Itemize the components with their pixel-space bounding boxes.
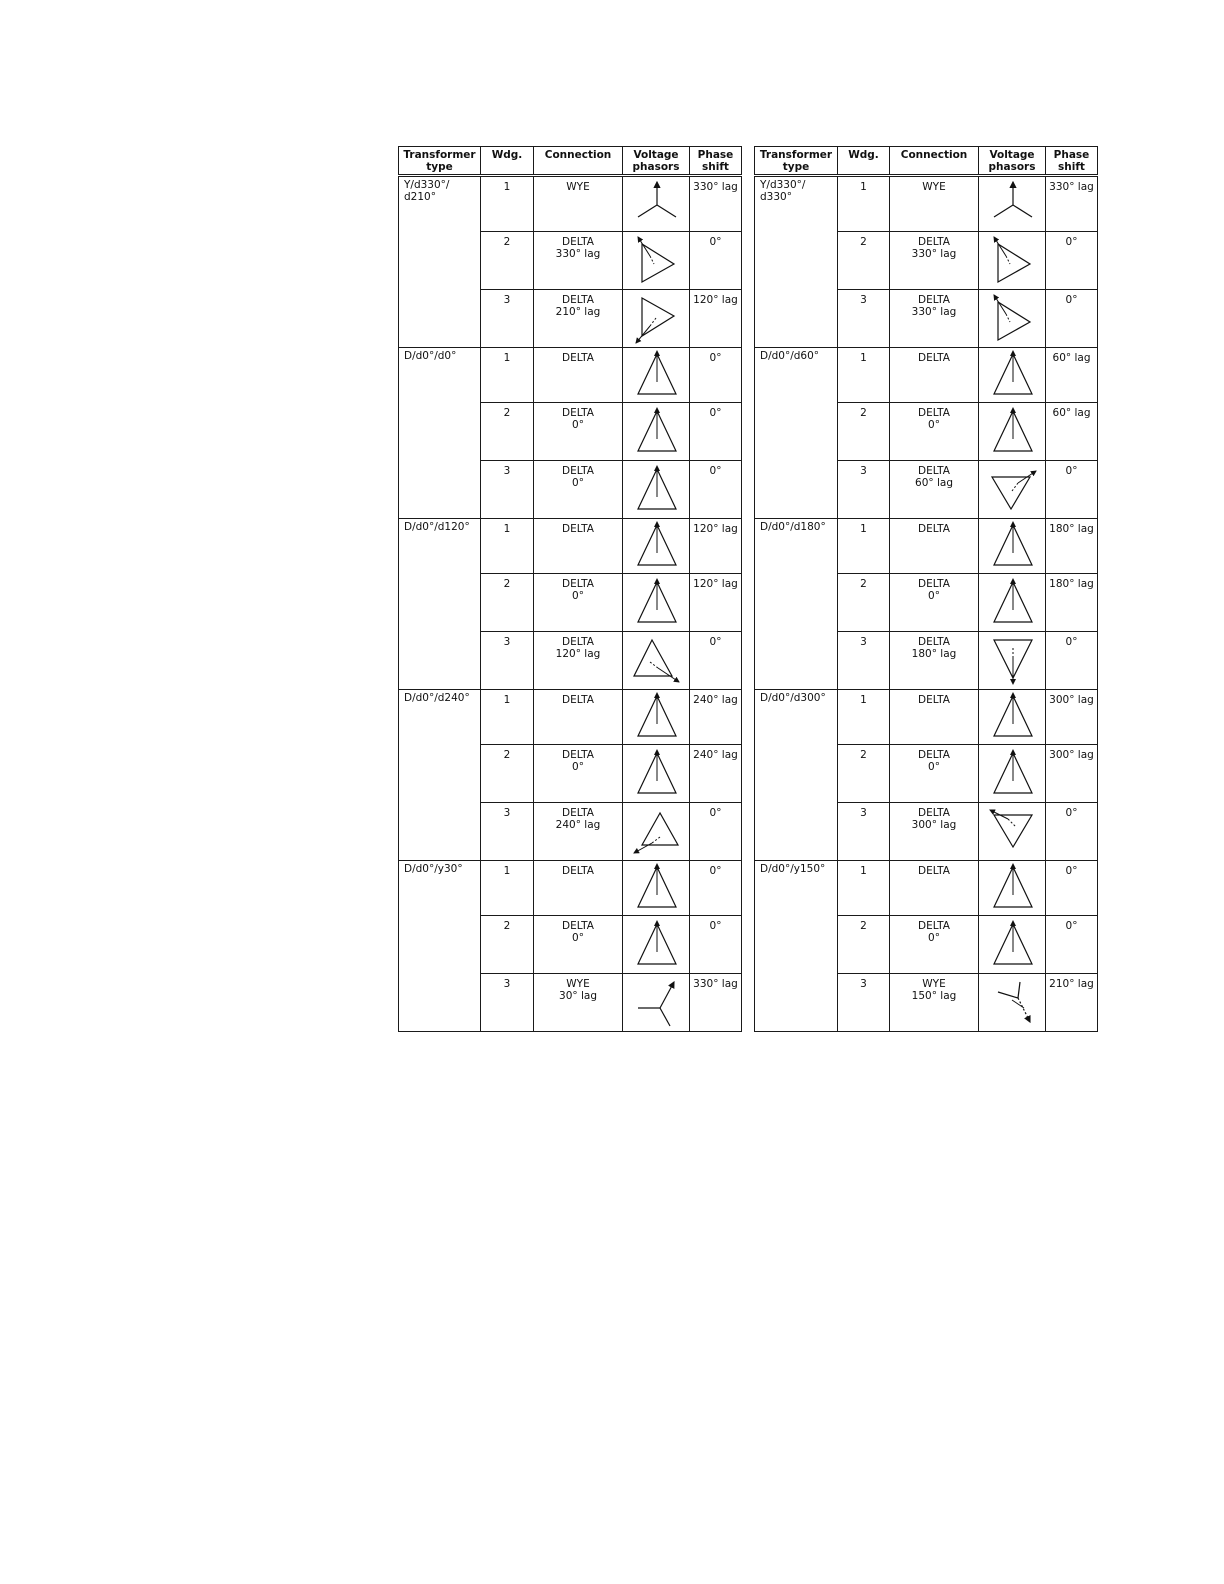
header-phase-shift: Phase shift bbox=[1046, 147, 1098, 176]
connection-angle: 0° bbox=[572, 932, 584, 944]
connection-cell bbox=[890, 861, 979, 916]
winding-cell: 2 bbox=[481, 745, 534, 803]
phase-shift-cell: 0° bbox=[690, 861, 742, 916]
delta-up-icon bbox=[624, 861, 688, 915]
connection-angle: 330° lag bbox=[555, 248, 601, 260]
connection-angle: 330° lag bbox=[911, 248, 957, 260]
table-row bbox=[399, 519, 742, 574]
phase-shift-cell: 0° bbox=[1046, 232, 1098, 290]
wye-30-icon bbox=[624, 976, 688, 1030]
connection-cell bbox=[890, 916, 979, 974]
transformer-type-line2: d210° bbox=[404, 191, 436, 203]
connection-type: DELTA bbox=[918, 407, 950, 419]
header-voltage-phasors: Voltage phasors bbox=[979, 147, 1046, 176]
connection-cell bbox=[534, 745, 623, 803]
phase-shift-cell: 300° lag bbox=[1046, 745, 1098, 803]
connection-cell bbox=[534, 916, 623, 974]
connection-type: DELTA bbox=[562, 294, 594, 306]
connection-cell bbox=[534, 519, 623, 574]
voltage-phasor-cell bbox=[623, 974, 690, 1032]
connection-cell bbox=[534, 974, 623, 1032]
connection-type: DELTA bbox=[918, 236, 950, 248]
connection-cell bbox=[890, 745, 979, 803]
connection-type: WYE bbox=[922, 978, 946, 990]
phase-shift-cell: 0° bbox=[690, 916, 742, 974]
voltage-phasor-cell bbox=[623, 803, 690, 861]
winding-cell: 2 bbox=[481, 574, 534, 632]
winding-cell: 3 bbox=[481, 974, 534, 1032]
voltage-phasor-cell bbox=[979, 803, 1046, 861]
delta-down-300-icon bbox=[980, 805, 1044, 859]
connection-type: DELTA bbox=[562, 523, 594, 535]
delta-up-icon bbox=[980, 405, 1044, 459]
connection-angle: 0° bbox=[928, 932, 940, 944]
connection-type: DELTA bbox=[918, 694, 950, 706]
header-wdg: Wdg. bbox=[481, 147, 534, 176]
transformer-type-line1: D/d0°/d180° bbox=[760, 521, 826, 533]
connection-angle: 0° bbox=[572, 477, 584, 489]
connection-cell bbox=[534, 403, 623, 461]
header-connection: Connection bbox=[534, 147, 623, 176]
connection-cell bbox=[534, 232, 623, 290]
connection-cell bbox=[534, 803, 623, 861]
transformer-type-cell bbox=[755, 176, 838, 348]
connection-type: WYE bbox=[566, 181, 590, 193]
phase-shift-cell: 330° lag bbox=[1046, 176, 1098, 232]
connection-angle: 0° bbox=[572, 419, 584, 431]
connection-angle: 0° bbox=[928, 419, 940, 431]
table-header-row bbox=[755, 147, 1098, 176]
transformer-type-cell bbox=[755, 519, 838, 690]
winding-cell: 2 bbox=[481, 403, 534, 461]
connection-angle: 150° lag bbox=[911, 990, 957, 1002]
voltage-phasor-cell bbox=[979, 290, 1046, 348]
phase-shift-cell: 210° lag bbox=[1046, 974, 1098, 1032]
table-row bbox=[399, 690, 742, 745]
connection-cell bbox=[890, 176, 979, 232]
header-phase-shift: Phase shift bbox=[690, 147, 742, 176]
winding-cell: 1 bbox=[481, 176, 534, 232]
connection-type: DELTA bbox=[918, 636, 950, 648]
phase-shift-cell: 0° bbox=[690, 403, 742, 461]
connection-cell bbox=[890, 290, 979, 348]
delta-down-60-icon bbox=[980, 463, 1044, 517]
transformer-type-line1: Y/d330°/ bbox=[760, 179, 806, 191]
connection-type: DELTA bbox=[918, 807, 950, 819]
connection-angle: 0° bbox=[928, 761, 940, 773]
phase-shift-cell: 0° bbox=[690, 348, 742, 403]
connection-type: DELTA bbox=[562, 694, 594, 706]
winding-cell: 1 bbox=[481, 690, 534, 745]
voltage-phasor-cell bbox=[623, 690, 690, 745]
voltage-phasor-cell bbox=[623, 916, 690, 974]
connection-type: DELTA bbox=[562, 578, 594, 590]
transformer-type-line1: D/d0°/d60° bbox=[760, 350, 820, 362]
winding-cell: 1 bbox=[838, 690, 890, 745]
phase-shift-cell: 120° lag bbox=[690, 290, 742, 348]
connection-cell bbox=[534, 861, 623, 916]
transformer-type-cell bbox=[399, 176, 481, 348]
delta-up-icon bbox=[980, 861, 1044, 915]
voltage-phasor-cell bbox=[979, 861, 1046, 916]
voltage-phasor-cell bbox=[623, 290, 690, 348]
phase-shift-cell: 120° lag bbox=[690, 574, 742, 632]
delta-right-210-icon bbox=[624, 292, 688, 346]
connection-type: DELTA bbox=[918, 523, 950, 535]
phase-shift-cell: 0° bbox=[690, 232, 742, 290]
transformer-type-cell bbox=[755, 348, 838, 519]
voltage-phasor-cell bbox=[979, 176, 1046, 232]
delta-up-icon bbox=[624, 463, 688, 517]
delta-right-330-icon bbox=[980, 292, 1044, 346]
connection-type: DELTA bbox=[562, 236, 594, 248]
table-row bbox=[755, 348, 1098, 403]
winding-cell: 2 bbox=[838, 403, 890, 461]
connection-type: DELTA bbox=[918, 352, 950, 364]
voltage-phasor-cell bbox=[979, 574, 1046, 632]
voltage-phasor-cell bbox=[623, 632, 690, 690]
connection-cell bbox=[890, 348, 979, 403]
phase-shift-cell: 60° lag bbox=[1046, 403, 1098, 461]
connection-type: DELTA bbox=[918, 294, 950, 306]
delta-right-330-icon bbox=[980, 234, 1044, 288]
table-row bbox=[399, 861, 742, 916]
delta-up-icon bbox=[980, 576, 1044, 630]
delta-right-330-icon bbox=[624, 234, 688, 288]
winding-cell: 1 bbox=[481, 861, 534, 916]
connection-angle: 30° lag bbox=[559, 990, 597, 1002]
phase-shift-cell: 60° lag bbox=[1046, 348, 1098, 403]
connection-type: DELTA bbox=[918, 465, 950, 477]
delta-up-120-icon bbox=[624, 634, 688, 688]
delta-up-icon bbox=[980, 918, 1044, 972]
winding-cell: 3 bbox=[838, 803, 890, 861]
connection-type: DELTA bbox=[562, 749, 594, 761]
table-header-row bbox=[399, 147, 742, 176]
phase-shift-cell: 0° bbox=[1046, 632, 1098, 690]
table-row bbox=[755, 861, 1098, 916]
winding-cell: 1 bbox=[838, 176, 890, 232]
connection-angle: 210° lag bbox=[555, 306, 601, 318]
connection-angle: 240° lag bbox=[555, 819, 601, 831]
connection-angle: 330° lag bbox=[911, 306, 957, 318]
delta-up-icon bbox=[624, 348, 688, 402]
winding-cell: 3 bbox=[838, 974, 890, 1032]
winding-cell: 3 bbox=[838, 290, 890, 348]
phase-shift-cell: 180° lag bbox=[1046, 574, 1098, 632]
connection-cell bbox=[890, 690, 979, 745]
voltage-phasor-cell bbox=[979, 519, 1046, 574]
connection-type: DELTA bbox=[918, 749, 950, 761]
connection-cell bbox=[890, 574, 979, 632]
wye-150-icon bbox=[980, 976, 1044, 1030]
table-row bbox=[399, 348, 742, 403]
delta-up-icon bbox=[980, 519, 1044, 573]
phase-shift-cell: 0° bbox=[690, 632, 742, 690]
connection-type: DELTA bbox=[562, 920, 594, 932]
connection-angle: 0° bbox=[928, 590, 940, 602]
transformer-type-line1: D/d0°/d120° bbox=[404, 521, 470, 533]
transformer-type-line1: D/d0°/d300° bbox=[760, 692, 826, 704]
connection-angle: 180° lag bbox=[911, 648, 957, 660]
winding-cell: 1 bbox=[838, 348, 890, 403]
transformer-type-line1: D/d0°/y150° bbox=[760, 863, 826, 875]
connection-cell bbox=[534, 348, 623, 403]
phase-shift-cell: 330° lag bbox=[690, 176, 742, 232]
delta-up-icon bbox=[624, 747, 688, 801]
connection-cell bbox=[890, 519, 979, 574]
winding-cell: 1 bbox=[481, 519, 534, 574]
connection-cell bbox=[534, 632, 623, 690]
voltage-phasor-cell bbox=[623, 176, 690, 232]
delta-up-icon bbox=[624, 918, 688, 972]
header-transformer-type: Transformer type bbox=[755, 147, 838, 176]
winding-cell: 3 bbox=[481, 290, 534, 348]
delta-up-icon bbox=[980, 747, 1044, 801]
phase-shift-cell: 300° lag bbox=[1046, 690, 1098, 745]
connection-type: DELTA bbox=[562, 636, 594, 648]
delta-up-icon bbox=[980, 690, 1044, 744]
connection-type: DELTA bbox=[562, 807, 594, 819]
table-row bbox=[399, 176, 742, 232]
header-wdg: Wdg. bbox=[838, 147, 890, 176]
winding-cell: 3 bbox=[838, 632, 890, 690]
winding-cell: 2 bbox=[838, 745, 890, 803]
voltage-phasor-cell bbox=[979, 745, 1046, 803]
connection-type: DELTA bbox=[918, 578, 950, 590]
voltage-phasor-cell bbox=[979, 632, 1046, 690]
winding-cell: 2 bbox=[481, 916, 534, 974]
connection-type: DELTA bbox=[918, 920, 950, 932]
voltage-phasor-cell bbox=[623, 403, 690, 461]
connection-angle: 120° lag bbox=[555, 648, 601, 660]
header-voltage-phasors: Voltage phasors bbox=[623, 147, 690, 176]
table-row bbox=[755, 519, 1098, 574]
connection-angle: 60° lag bbox=[915, 477, 953, 489]
transformer-type-line1: D/d0°/d0° bbox=[404, 350, 457, 362]
transformer-type-cell bbox=[399, 348, 481, 519]
winding-cell: 3 bbox=[481, 803, 534, 861]
transformer-type-cell bbox=[755, 690, 838, 861]
phase-shift-cell: 0° bbox=[1046, 916, 1098, 974]
delta-up-240-icon bbox=[624, 805, 688, 859]
winding-cell: 2 bbox=[481, 232, 534, 290]
voltage-phasor-cell bbox=[623, 348, 690, 403]
winding-cell: 2 bbox=[838, 574, 890, 632]
connection-cell bbox=[890, 974, 979, 1032]
phase-shift-cell: 0° bbox=[1046, 861, 1098, 916]
connection-cell bbox=[534, 690, 623, 745]
connection-cell bbox=[890, 632, 979, 690]
voltage-phasor-cell bbox=[979, 916, 1046, 974]
phase-shift-cell: 240° lag bbox=[690, 690, 742, 745]
voltage-phasor-cell bbox=[979, 403, 1046, 461]
delta-down-180-icon bbox=[980, 634, 1044, 688]
delta-up-icon bbox=[624, 405, 688, 459]
transformer-type-cell bbox=[755, 861, 838, 1032]
winding-cell: 1 bbox=[838, 861, 890, 916]
connection-cell bbox=[534, 574, 623, 632]
transformer-type-cell bbox=[399, 690, 481, 861]
connection-type: WYE bbox=[566, 978, 590, 990]
delta-up-icon bbox=[624, 690, 688, 744]
connection-cell bbox=[890, 461, 979, 519]
delta-up-icon bbox=[980, 348, 1044, 402]
voltage-phasor-cell bbox=[623, 861, 690, 916]
phase-shift-cell: 0° bbox=[690, 803, 742, 861]
connection-cell bbox=[534, 176, 623, 232]
transformer-type-line1: D/d0°/d240° bbox=[404, 692, 470, 704]
winding-cell: 1 bbox=[838, 519, 890, 574]
transformer-type-cell bbox=[399, 861, 481, 1032]
winding-cell: 3 bbox=[481, 632, 534, 690]
winding-cell: 2 bbox=[838, 916, 890, 974]
header-connection: Connection bbox=[890, 147, 979, 176]
connection-angle: 0° bbox=[572, 590, 584, 602]
transformer-type-cell bbox=[399, 519, 481, 690]
phase-shift-cell: 0° bbox=[1046, 803, 1098, 861]
connection-type: DELTA bbox=[918, 865, 950, 877]
phase-shift-cell: 330° lag bbox=[690, 974, 742, 1032]
transformer-type-line1: D/d0°/y30° bbox=[404, 863, 463, 875]
voltage-phasor-cell bbox=[623, 461, 690, 519]
connection-type: DELTA bbox=[562, 407, 594, 419]
wye-up-icon bbox=[624, 177, 688, 231]
header-transformer-type: Transformer type bbox=[399, 147, 481, 176]
connection-type: WYE bbox=[922, 181, 946, 193]
wye-up-icon bbox=[980, 177, 1044, 231]
voltage-phasor-cell bbox=[979, 974, 1046, 1032]
winding-cell: 3 bbox=[481, 461, 534, 519]
phase-shift-cell: 0° bbox=[1046, 290, 1098, 348]
connection-cell bbox=[890, 803, 979, 861]
voltage-phasor-cell bbox=[623, 232, 690, 290]
winding-cell: 1 bbox=[481, 348, 534, 403]
transformer-table-right bbox=[754, 146, 1098, 1032]
connection-angle: 0° bbox=[572, 761, 584, 773]
connection-type: DELTA bbox=[562, 465, 594, 477]
table-row bbox=[755, 176, 1098, 232]
winding-cell: 3 bbox=[838, 461, 890, 519]
connection-cell bbox=[890, 232, 979, 290]
phase-shift-cell: 120° lag bbox=[690, 519, 742, 574]
connection-type: DELTA bbox=[562, 865, 594, 877]
phase-shift-cell: 180° lag bbox=[1046, 519, 1098, 574]
voltage-phasor-cell bbox=[979, 690, 1046, 745]
transformer-type-line2: d330° bbox=[760, 191, 792, 203]
voltage-phasor-cell bbox=[979, 461, 1046, 519]
phase-shift-cell: 0° bbox=[1046, 461, 1098, 519]
delta-up-icon bbox=[624, 519, 688, 573]
table-row bbox=[755, 690, 1098, 745]
connection-cell bbox=[890, 403, 979, 461]
connection-cell bbox=[534, 461, 623, 519]
connection-type: DELTA bbox=[562, 352, 594, 364]
phase-shift-cell: 0° bbox=[690, 461, 742, 519]
transformer-type-line1: Y/d330°/ bbox=[404, 179, 450, 191]
voltage-phasor-cell bbox=[623, 745, 690, 803]
voltage-phasor-cell bbox=[623, 574, 690, 632]
phase-shift-cell: 240° lag bbox=[690, 745, 742, 803]
delta-up-icon bbox=[624, 576, 688, 630]
winding-cell: 2 bbox=[838, 232, 890, 290]
voltage-phasor-cell bbox=[979, 232, 1046, 290]
voltage-phasor-cell bbox=[979, 348, 1046, 403]
voltage-phasor-cell bbox=[623, 519, 690, 574]
connection-angle: 300° lag bbox=[911, 819, 957, 831]
transformer-table-left bbox=[398, 146, 742, 1032]
connection-cell bbox=[534, 290, 623, 348]
